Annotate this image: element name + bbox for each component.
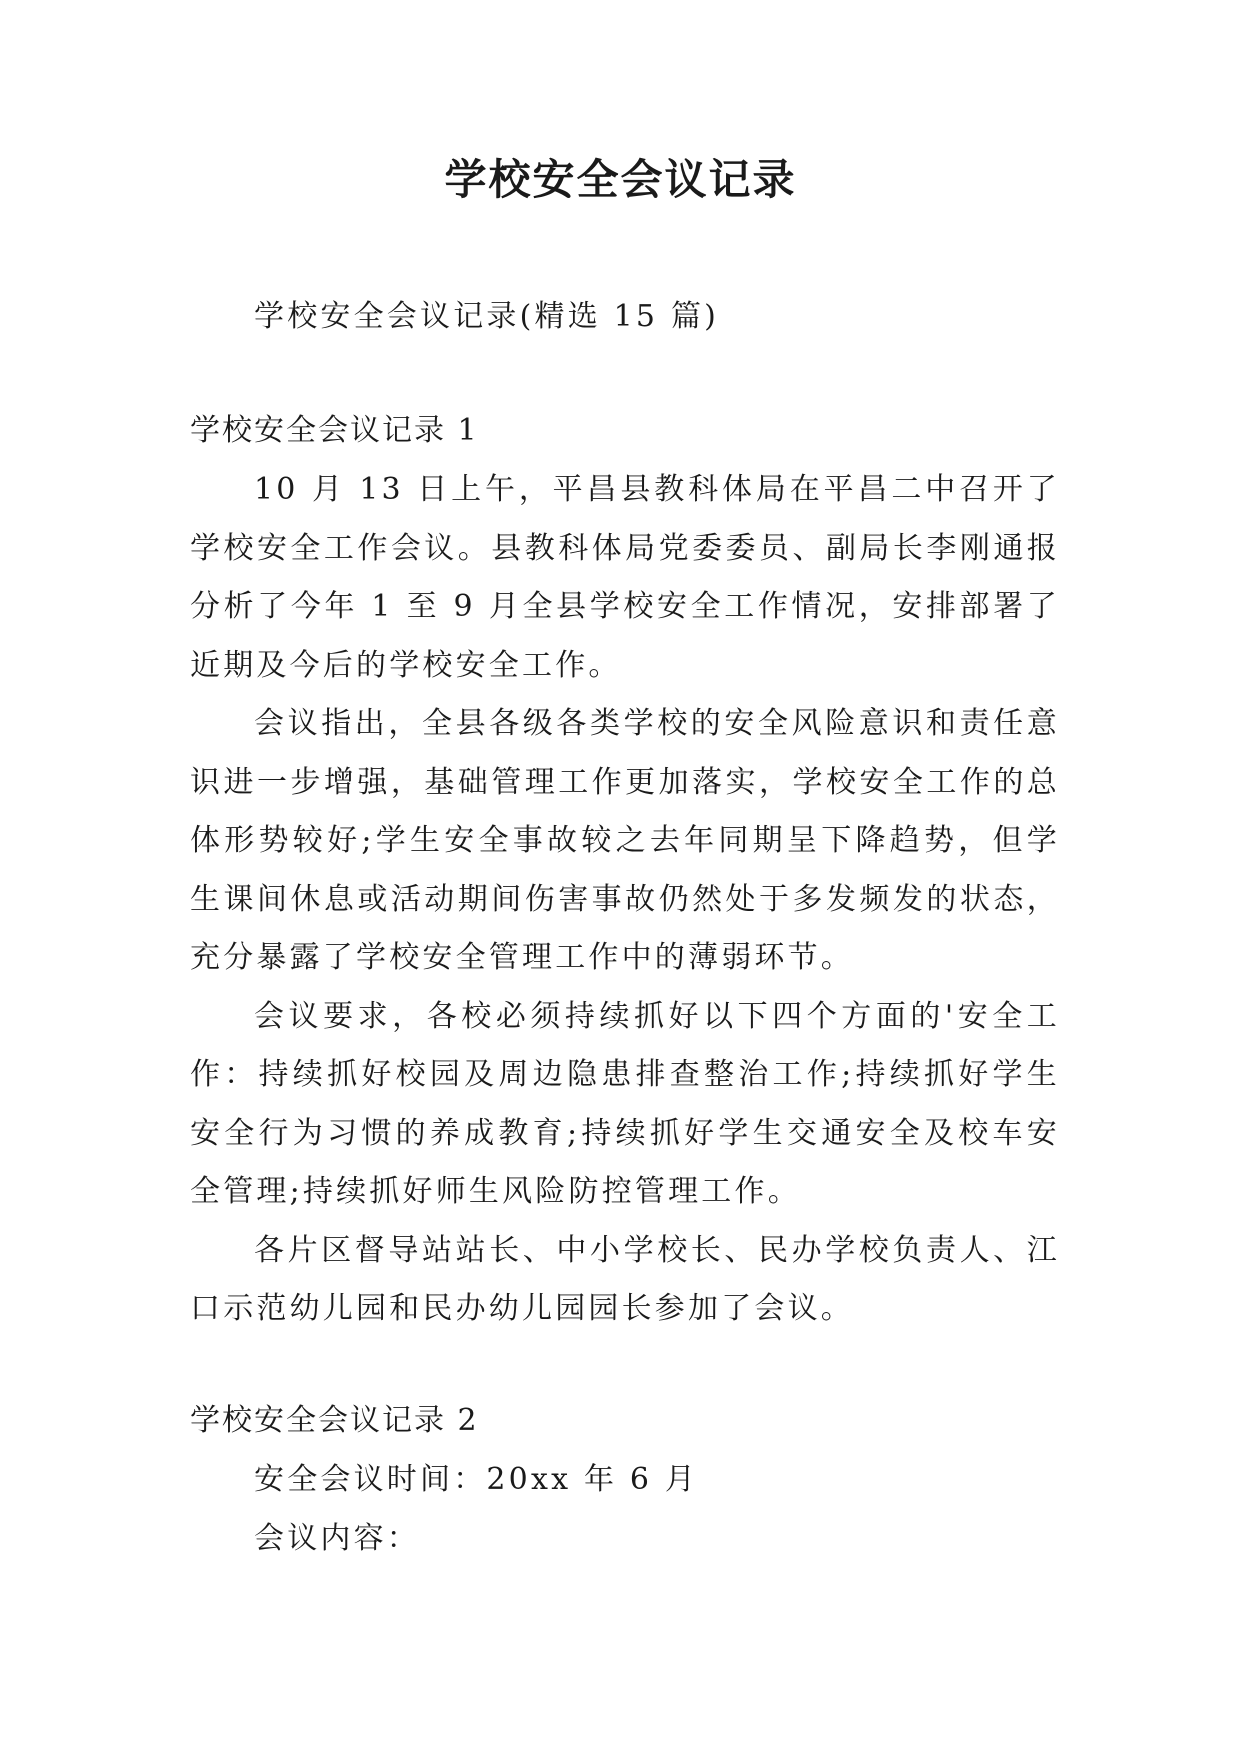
paragraph: 10 月 13 日上午，平昌县教科体局在平昌二中召开了学校安全工作会议。县教科体局党委委员、副局长李刚通报分析了今年 1 至 9 月全县学校安全工作情况，安排部署了近期及今后的学校安全工作。 <box>190 472 1060 683</box>
subtitle-text: 学校安全会议记录(精选 15 篇) <box>254 299 720 334</box>
paragraph: 会议指出，全县各级各类学校的安全风险意识和责任意识进一步增强，基础管理工作更加落实，学校安全工作的总体形势较好;学生安全事故较之去年同期呈下降趋势，但学生课间休息或活动期间伤害事故仍然处于多发频发的状态，充分暴露了学校安全管理工作中的薄弱环节。 <box>190 706 1060 975</box>
document-subtitle <box>190 288 1060 347</box>
paragraph: 各片区督导站站长、中小学校长、民办学校负责人、江口示范幼儿园和民办幼儿园园长参加了会议。 <box>190 1232 1060 1326</box>
section-heading-1: 学校安全会议记录 1 <box>190 413 479 448</box>
meeting-content-line: 会议内容： <box>254 1520 420 1556</box>
paragraph: 会议要求，各校必须持续抓好以下四个方面的'安全工作：持续抓好校园及周边隐患排查整治工作;持续抓好学生安全行为习惯的养成教育;持续抓好学生交通安全及校车安全管理;持续抓好师生风险防控管理工作。 <box>190 998 1060 1209</box>
section-2-body <box>190 1451 1060 1568</box>
meeting-time-line: 安全会议时间：20xx 年 6 月 <box>254 1462 699 1497</box>
section-heading-2: 学校安全会议记录 2 <box>190 1403 479 1438</box>
document-title: 学校安全会议记录 <box>444 155 797 204</box>
section-1-body <box>190 461 1060 1339</box>
